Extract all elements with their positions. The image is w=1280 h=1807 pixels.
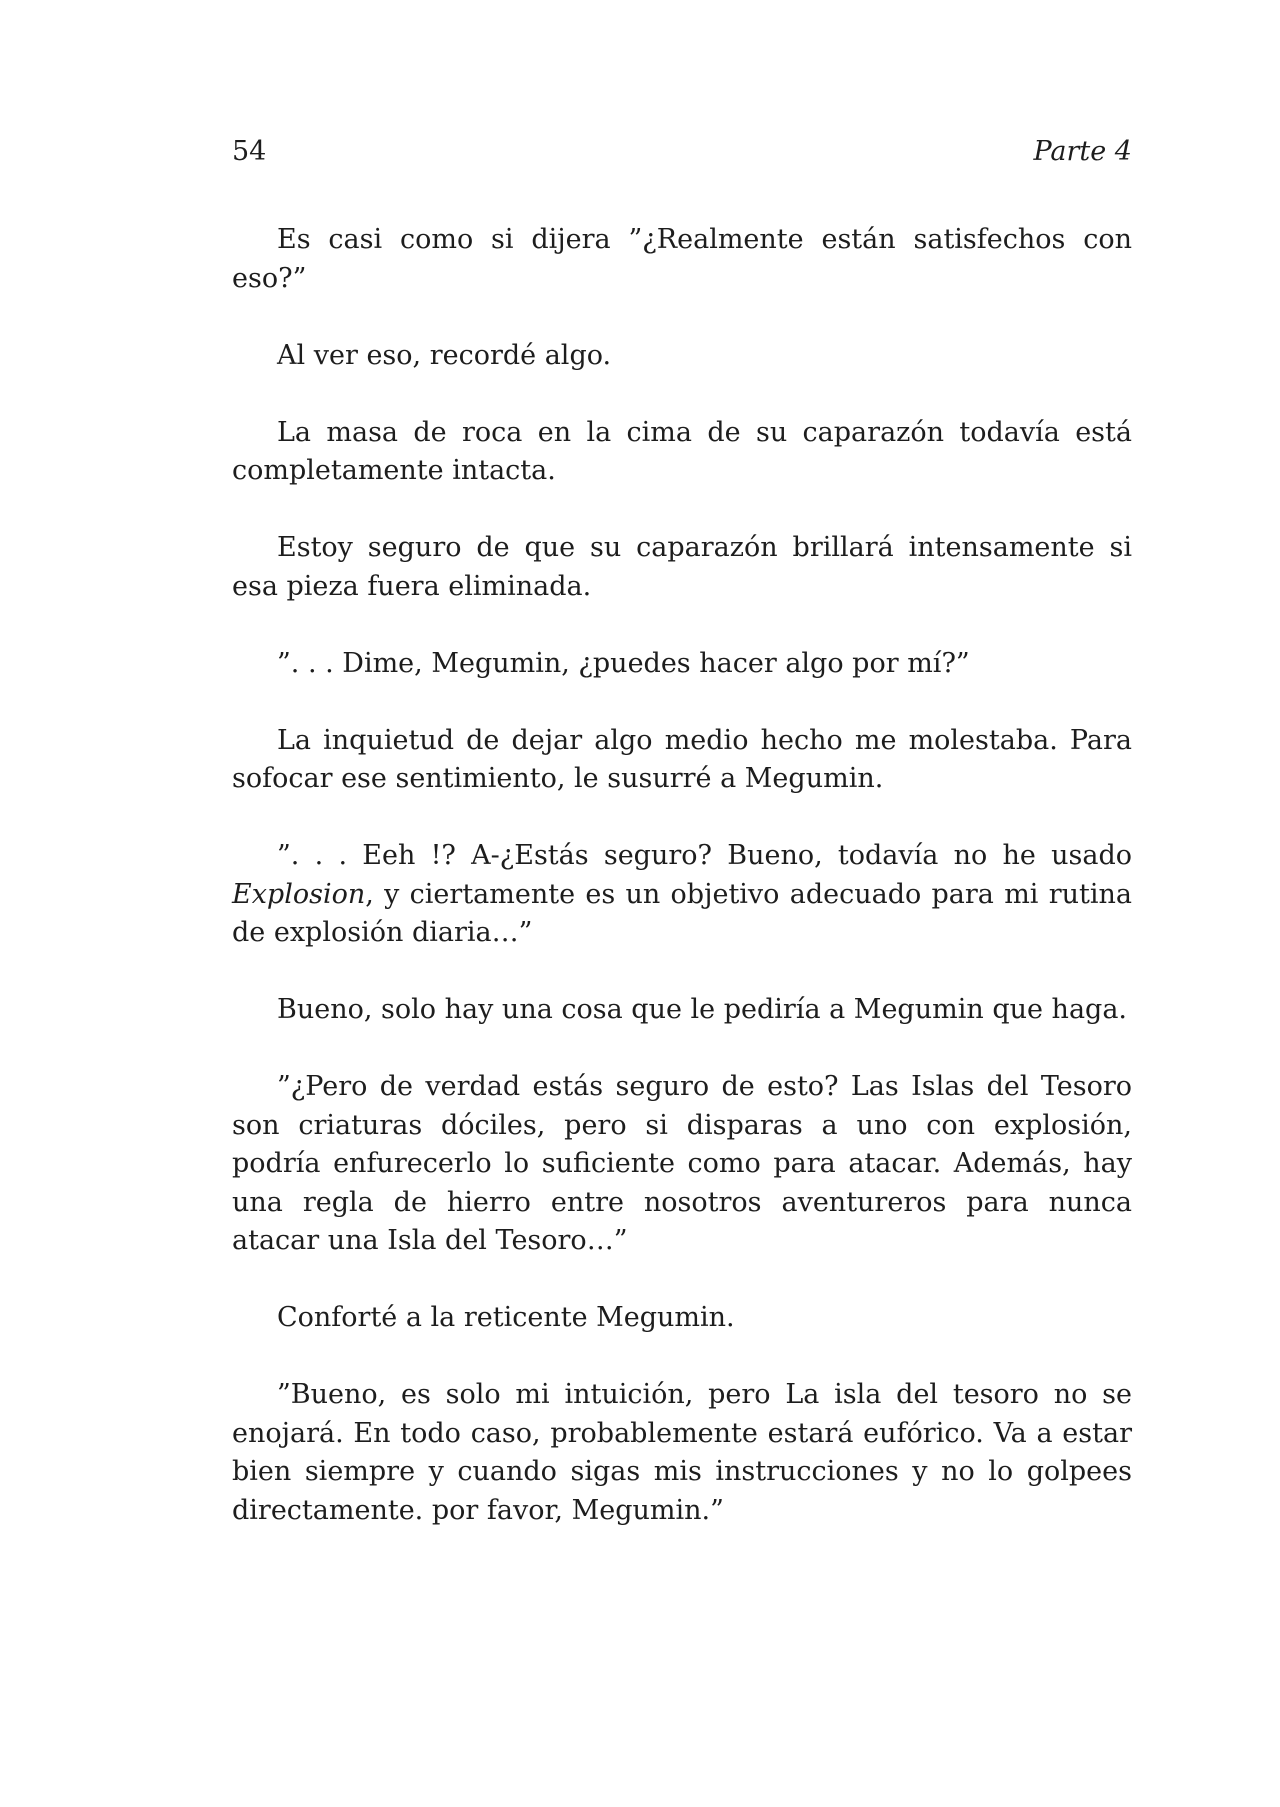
part-title: Parte 4 <box>1033 136 1132 167</box>
italic-term: Explosion <box>232 878 366 910</box>
page-number: 54 <box>232 136 267 167</box>
paragraph: Bueno, solo hay una cosa que le pediría a Megumin que haga. <box>277 994 1127 1025</box>
paragraph: Al ver eso, recordé algo. <box>277 339 612 371</box>
paragraph-text: ”. . . Eeh !? A-¿Estás seguro? Bueno, todavía no he usado <box>277 840 1132 871</box>
paragraph: Es casi como si dijera ”¿Realmente están satisfechos con eso?” <box>232 224 1132 294</box>
paragraph-with-italic <box>232 837 1132 953</box>
paragraph: ”. . . Dime, Megumin, ¿puedes hacer algo por mí?” <box>277 647 970 679</box>
running-header <box>232 132 1132 172</box>
paragraph: Estoy seguro de que su caparazón brillará intensamente si esa pieza fuera eliminada. <box>232 532 1132 602</box>
body-text <box>232 221 1132 1530</box>
paragraph: ”Bueno, es solo mi intuición, pero La isla del tesoro no se enojará. En todo caso, probablemente estará eufórico. Va a estar bien siempre y cuando sigas mis instrucciones y no lo golpees directamente. por favor, Megumin.” <box>232 1379 1132 1526</box>
paragraph: ”¿Pero de verdad estás seguro de esto? Las Islas del Tesoro son criaturas dóciles, pero si disparas a uno con explosión, podría enfurecerlo lo suficiente como para atacar. Además, hay una regla de hierro entre nosotros aventureros para nunca atacar una Isla del Tesoro…” <box>232 1071 1132 1256</box>
paragraph: Conforté a la reticente Megumin. <box>277 1302 735 1333</box>
paragraph-text: , y ciertamente es un objetivo adecuado para mi rutina de explosión diaria…” <box>232 878 1132 948</box>
paragraph: La masa de roca en la cima de su caparazón todavía está completamente intacta. <box>232 416 1132 486</box>
paragraph: La inquietud de dejar algo medio hecho me molestaba. Para sofocar ese sentimiento, le susurré a Megumin. <box>232 724 1132 794</box>
